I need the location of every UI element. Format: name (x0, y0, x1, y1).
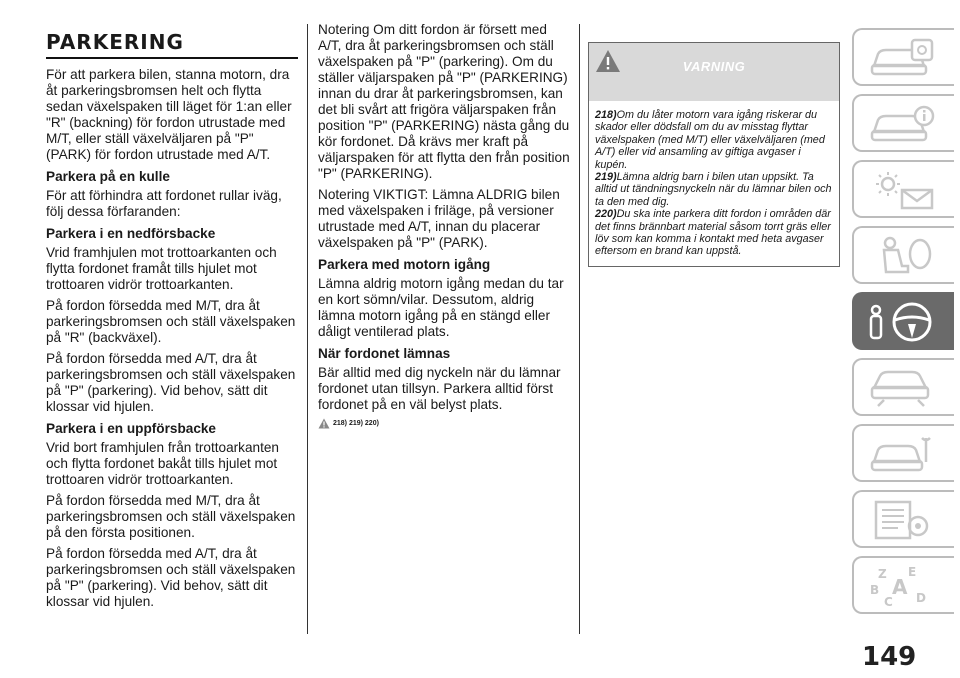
paragraph-ned-at: På fordon försedda med A/T, dra åt parkeringsbromsen och ställ växelspaken på "P" (parkering). Vid behov, sätt dit klossar vid hjulen. (46, 351, 296, 414)
chapter-tab-emergency[interactable] (852, 358, 954, 416)
warning-lights-icon (868, 168, 938, 212)
svg-text:A: A (892, 575, 908, 599)
warning-box (588, 42, 840, 267)
chapter-tab-car-info[interactable] (852, 94, 954, 152)
heading-fordonet-lamnas: När fordonet lämnas (318, 346, 451, 361)
warning-item-text: Du ska inte parkera ditt fordon i områden där det finns brännbart material såsom torrt gräs eller löv som kan komma i kontakt med heta avgaser eftersom en brand kan uppstå. (595, 208, 831, 258)
column-3 (588, 32, 840, 267)
column-1 (46, 30, 298, 615)
steering-key-icon (868, 300, 938, 344)
paragraph-upp-1: Vrid bort framhjulen från trottoarkanten och flytta fordonet bakåt tills hjulet mot trottoaren vidrör trottoarkanten. (46, 440, 279, 487)
road-emergency-icon (868, 366, 938, 410)
car-maintenance-icon (868, 432, 938, 476)
svg-text:B: B (870, 583, 880, 597)
svg-text:Z: Z (878, 567, 887, 581)
chapter-tab-warning-lights[interactable] (852, 160, 954, 218)
warning-item-text: Om du låter motorn vara igång riskerar du skador eller dödsfall om du av misstag flyttar växelspaken (med M/T) eller växelväljaren (med A/T) eller vid ansamling av giftiga avgaser i kupén. (595, 109, 825, 171)
chapter-tab-technical-data[interactable] (852, 490, 954, 548)
chapter-tabs (852, 28, 960, 622)
paragraph-ned-mt: På fordon försedda med M/T, dra åt parkeringsbromsen och ställ växelspaken på "R" (backväxel). (46, 298, 296, 345)
chapter-tab-index[interactable] (852, 556, 954, 614)
paragraph-upp-at: På fordon försedda med A/T, dra åt parkeringsbromsen och ställ växelspaken på "P" (parkering). Vid behov, sätt dit klossar vid hjulen. (46, 546, 296, 609)
heading-motor-igang: Parkera med motorn igång (318, 257, 491, 272)
svg-text:D: D (916, 591, 926, 605)
warning-item-number: 220) (595, 208, 617, 221)
notering-paragraph-2: Notering VIKTIGT: Lämna ALDRIG bilen med växelspaken i friläge, på versioner utrustade med A/T, innan du placerar växelspaken på "P" (PARK). (318, 187, 560, 250)
warning-item (595, 208, 833, 258)
warning-header (589, 43, 839, 101)
paragraph-ned-1: Vrid framhjulen mot trottoarkanten och flytta fordonet framåt tills hjulet mot trottoaren vidrör trottoarkanten. (46, 245, 277, 292)
paragraph-upp-mt: På fordon försedda med M/T, dra åt parkeringsbromsen och ställ växelspaken på den första positionen. (46, 493, 296, 540)
paragraph-motor-igang: Lämna aldrig motorn igång medan du tar en kort sömn/vilar. Dessutom, aldrig lämna motorn igång på en stängd eller dåligt ventilerad plats. (318, 276, 564, 339)
warning-label: VARNING (682, 59, 746, 74)
page-title: PARKERING (46, 30, 298, 59)
chapter-tab-maintenance[interactable] (852, 424, 954, 482)
warning-reference-numbers: 218) 219) 220) (333, 420, 379, 427)
intro-paragraph: För att parkera bilen, stanna motorn, dra åt parkeringsbromsen helt och flytta sedan växelspaken till läget för 1:an eller "R" (backning) för fordon utrustade med M/T, eller ställ växelväljaren på "P" (PARK) för fordon utrustade med A/T. (46, 67, 292, 162)
column-divider-2 (579, 24, 580, 634)
heading-parkera-kulle: Parkera på en kulle (46, 169, 170, 184)
warning-item-number: 219) (595, 171, 617, 184)
column-divider-1 (307, 24, 308, 634)
safety-airbag-icon (868, 234, 938, 278)
warning-item (595, 171, 833, 208)
paragraph-kulle: För att förhindra att fordonet rullar iväg, följ dessa förfaranden: (46, 188, 282, 219)
chapter-tab-safety[interactable] (852, 226, 954, 284)
heading-uppforsbacke: Parkera i en uppförsbacke (46, 421, 216, 436)
page-number: 149 (862, 642, 917, 672)
car-info-i-icon (868, 102, 938, 146)
index-icon (868, 564, 938, 608)
notering-paragraph-1: Notering Om ditt fordon är försett med A/T, dra åt parkeringsbromsen och ställ växelspaken på "P" (parkering). Om du ställer väljarspaken på "P" (PARKERING) innan du drar åt parkeringsbromsen, kan det bli svårt att frigöra väljarspaken från position "P" (PARKERING) nästa gång du kör fordonet. Då krävs mer kraft på väljarspaken för att flytta den från position "P" (PARKERING). (318, 22, 570, 181)
technical-data-icon (868, 498, 938, 542)
svg-text:C: C (884, 595, 893, 608)
paragraph-fordonet-lamnas: Bär alltid med dig nyckeln när du lämnar fordonet utan tillsyn. Parkera alltid först fordonet på en väl belyst plats. (318, 365, 561, 412)
column-2 (318, 22, 570, 429)
chapter-tab-driving[interactable] (852, 292, 954, 350)
car-info-icon (868, 36, 938, 80)
warning-item-text: Lämna aldrig barn i bilen utan uppsikt. Ta alltid ut tändningsnyckeln när du lämnar bilen och ta den med dig. (595, 171, 832, 208)
warning-item (595, 109, 833, 171)
warning-item-number: 218) (595, 109, 617, 121)
svg-text:E: E (908, 565, 917, 579)
warning-body (589, 101, 839, 266)
warning-reference (318, 418, 570, 429)
chapter-tab-car[interactable] (852, 28, 954, 86)
heading-nedforsbacke: Parkera i en nedförsbacke (46, 226, 216, 241)
warning-triangle-icon (318, 418, 330, 429)
